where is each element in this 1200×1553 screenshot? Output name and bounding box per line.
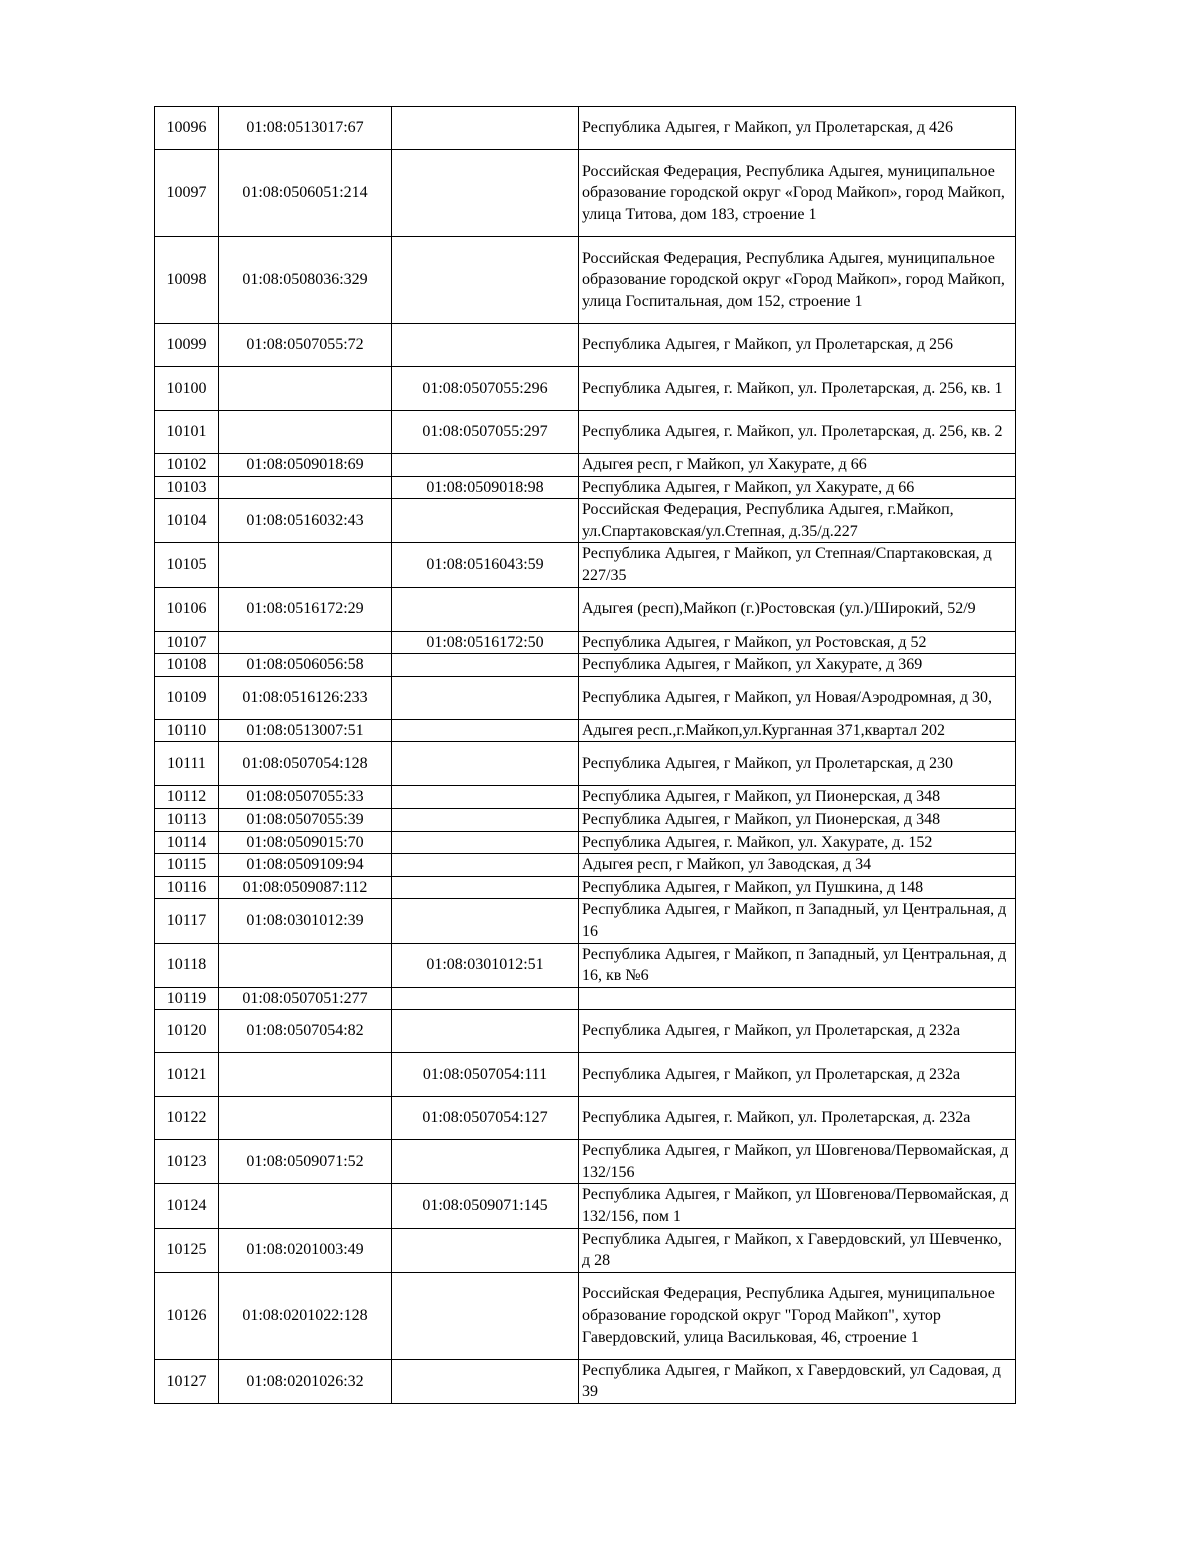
building-cadastral-number-cell: 01:08:0516043:59 (392, 543, 579, 587)
building-cadastral-number-cell (392, 587, 579, 631)
land-cadastral-number-cell (219, 367, 392, 411)
land-cadastral-number-cell: 01:08:0506051:214 (219, 150, 392, 237)
land-cadastral-number-cell (219, 1097, 392, 1140)
address-cell: Республика Адыгея, г Майкоп, ул Пушкина, д 148 (579, 876, 1016, 899)
land-cadastral-number-cell (219, 631, 392, 654)
table-row (155, 854, 1016, 877)
address-cell: Республика Адыгея, г Майкоп, п Западный, ул Центральная, д 16, кв №6 (579, 943, 1016, 987)
building-cadastral-number-cell (392, 107, 579, 150)
row-number-cell: 10122 (155, 1097, 219, 1140)
address-cell: Адыгея респ.,г.Майкоп,ул.Курганная 371,квартал 202 (579, 719, 1016, 742)
row-number-cell: 10108 (155, 654, 219, 677)
row-number-cell: 10124 (155, 1184, 219, 1228)
land-cadastral-number-cell: 01:08:0507055:39 (219, 808, 392, 831)
row-number-cell: 10109 (155, 676, 219, 719)
building-cadastral-number-cell (392, 899, 579, 943)
table-row (155, 1010, 1016, 1053)
address-cell: Российская Федерация, Республика Адыгея, муниципальное образование городской округ «Город Майкоп», город Майкоп, улица Титова, дом 183, строение 1 (579, 150, 1016, 237)
row-number-cell: 10126 (155, 1272, 219, 1359)
building-cadastral-number-cell (392, 1359, 579, 1403)
address-cell: Республика Адыгея, г. Майкоп, ул. Пролетарская, д. 256, кв. 2 (579, 411, 1016, 454)
table-row (155, 499, 1016, 543)
address-cell: Республика Адыгея, г Майкоп, ул Новая/Аэродромная, д 30, (579, 676, 1016, 719)
land-cadastral-number-cell: 01:08:0513017:67 (219, 107, 392, 150)
address-cell: Республика Адыгея, г Майкоп, ул Пионерская, д 348 (579, 808, 1016, 831)
land-cadastral-number-cell: 01:08:0509087:112 (219, 876, 392, 899)
row-number-cell: 10102 (155, 454, 219, 477)
address-cell: Республика Адыгея, г Майкоп, ул Пионерская, д 348 (579, 786, 1016, 809)
address-cell: Адыгея (респ),Майкоп (г.)Ростовская (ул.)/Широкий, 52/9 (579, 587, 1016, 631)
row-number-cell: 10112 (155, 786, 219, 809)
row-number-cell: 10111 (155, 742, 219, 786)
building-cadastral-number-cell: 01:08:0509071:145 (392, 1184, 579, 1228)
land-cadastral-number-cell: 01:08:0507055:72 (219, 324, 392, 367)
building-cadastral-number-cell (392, 454, 579, 477)
row-number-cell: 10104 (155, 499, 219, 543)
building-cadastral-number-cell: 01:08:0509018:98 (392, 476, 579, 499)
table-row (155, 786, 1016, 809)
row-number-cell: 10127 (155, 1359, 219, 1403)
address-cell: Республика Адыгея, г Майкоп, ул Пролетарская, д 232а (579, 1010, 1016, 1053)
row-number-cell: 10099 (155, 324, 219, 367)
land-cadastral-number-cell: 01:08:0509109:94 (219, 854, 392, 877)
land-cadastral-number-cell (219, 476, 392, 499)
address-cell: Российская Федерация, Республика Адыгея, г.Майкоп, ул.Спартаковская/ул.Степная, д.35/д.227 (579, 499, 1016, 543)
building-cadastral-number-cell: 01:08:0507054:127 (392, 1097, 579, 1140)
table-row (155, 943, 1016, 987)
property-registry-table (154, 106, 1016, 1404)
building-cadastral-number-cell (392, 987, 579, 1010)
land-cadastral-number-cell: 01:08:0201003:49 (219, 1228, 392, 1272)
table-row (155, 1053, 1016, 1097)
address-cell: Республика Адыгея, г. Майкоп, ул. Пролетарская, д. 232а (579, 1097, 1016, 1140)
building-cadastral-number-cell: 01:08:0507055:296 (392, 367, 579, 411)
land-cadastral-number-cell: 01:08:0201026:32 (219, 1359, 392, 1403)
row-number-cell: 10113 (155, 808, 219, 831)
table-row (155, 742, 1016, 786)
table-row (155, 454, 1016, 477)
land-cadastral-number-cell: 01:08:0516172:29 (219, 587, 392, 631)
table-row (155, 1228, 1016, 1272)
address-cell: Республика Адыгея, г Майкоп, ул Хакурате, д 369 (579, 654, 1016, 677)
address-cell: Республика Адыгея, г Майкоп, ул Шовгенова/Первомайская, д 132/156, пом 1 (579, 1184, 1016, 1228)
table-row (155, 676, 1016, 719)
land-cadastral-number-cell: 01:08:0507054:82 (219, 1010, 392, 1053)
land-cadastral-number-cell: 01:08:0509015:70 (219, 831, 392, 854)
row-number-cell: 10123 (155, 1140, 219, 1184)
table-row (155, 631, 1016, 654)
building-cadastral-number-cell (392, 831, 579, 854)
address-cell: Российская Федерация, Республика Адыгея, муниципальное образование городской округ "Город Майкоп", хутор Гавердовский, улица Васильковая, 46, строение 1 (579, 1272, 1016, 1359)
row-number-cell: 10125 (155, 1228, 219, 1272)
table-row (155, 1184, 1016, 1228)
address-cell: Российская Федерация, Республика Адыгея, муниципальное образование городской округ «Город Майкоп», город Майкоп, улица Госпитальная, дом 152, строение 1 (579, 237, 1016, 324)
row-number-cell: 10121 (155, 1053, 219, 1097)
address-cell: Адыгея респ, г Майкоп, ул Хакурате, д 66 (579, 454, 1016, 477)
address-cell: Республика Адыгея, г Майкоп, ул Степная/Спартаковская, д 227/35 (579, 543, 1016, 587)
land-cadastral-number-cell: 01:08:0516032:43 (219, 499, 392, 543)
land-cadastral-number-cell (219, 411, 392, 454)
land-cadastral-number-cell: 01:08:0506056:58 (219, 654, 392, 677)
row-number-cell: 10114 (155, 831, 219, 854)
table-row (155, 831, 1016, 854)
building-cadastral-number-cell (392, 876, 579, 899)
address-cell: Республика Адыгея, г Майкоп, ул Пролетарская, д 230 (579, 742, 1016, 786)
row-number-cell: 10110 (155, 719, 219, 742)
building-cadastral-number-cell: 01:08:0516172:50 (392, 631, 579, 654)
table-row (155, 476, 1016, 499)
table-row (155, 411, 1016, 454)
land-cadastral-number-cell (219, 543, 392, 587)
row-number-cell: 10096 (155, 107, 219, 150)
building-cadastral-number-cell (392, 1010, 579, 1053)
table-row (155, 107, 1016, 150)
row-number-cell: 10101 (155, 411, 219, 454)
table-row (155, 1359, 1016, 1403)
land-cadastral-number-cell: 01:08:0516126:233 (219, 676, 392, 719)
building-cadastral-number-cell (392, 654, 579, 677)
table-row (155, 543, 1016, 587)
land-cadastral-number-cell: 01:08:0201022:128 (219, 1272, 392, 1359)
address-cell: Адыгея респ, г Майкоп, ул Заводская, д 34 (579, 854, 1016, 877)
land-cadastral-number-cell: 01:08:0301012:39 (219, 899, 392, 943)
building-cadastral-number-cell: 01:08:0507055:297 (392, 411, 579, 454)
table-row (155, 150, 1016, 237)
address-cell (579, 987, 1016, 1010)
address-cell: Республика Адыгея, г Майкоп, п Западный, ул Центральная, д 16 (579, 899, 1016, 943)
row-number-cell: 10115 (155, 854, 219, 877)
building-cadastral-number-cell: 01:08:0507054:111 (392, 1053, 579, 1097)
building-cadastral-number-cell (392, 150, 579, 237)
table-row (155, 876, 1016, 899)
row-number-cell: 10119 (155, 987, 219, 1010)
address-cell: Республика Адыгея, г Майкоп, ул Ростовская, д 52 (579, 631, 1016, 654)
table-row (155, 1140, 1016, 1184)
building-cadastral-number-cell (392, 499, 579, 543)
land-cadastral-number-cell: 01:08:0507055:33 (219, 786, 392, 809)
land-cadastral-number-cell: 01:08:0507054:128 (219, 742, 392, 786)
address-cell: Республика Адыгея, г Майкоп, ул Пролетарская, д 426 (579, 107, 1016, 150)
row-number-cell: 10105 (155, 543, 219, 587)
land-cadastral-number-cell (219, 1053, 392, 1097)
address-cell: Республика Адыгея, г. Майкоп, ул. Хакурате, д. 152 (579, 831, 1016, 854)
row-number-cell: 10106 (155, 587, 219, 631)
table-row (155, 237, 1016, 324)
building-cadastral-number-cell: 01:08:0301012:51 (392, 943, 579, 987)
building-cadastral-number-cell (392, 324, 579, 367)
table-row (155, 899, 1016, 943)
building-cadastral-number-cell (392, 808, 579, 831)
row-number-cell: 10098 (155, 237, 219, 324)
address-cell: Республика Адыгея, г Майкоп, х Гавердовский, ул Шевченко, д 28 (579, 1228, 1016, 1272)
table-row (155, 987, 1016, 1010)
land-cadastral-number-cell: 01:08:0513007:51 (219, 719, 392, 742)
building-cadastral-number-cell (392, 742, 579, 786)
row-number-cell: 10120 (155, 1010, 219, 1053)
table-row (155, 719, 1016, 742)
land-cadastral-number-cell (219, 1184, 392, 1228)
row-number-cell: 10117 (155, 899, 219, 943)
table-row (155, 587, 1016, 631)
building-cadastral-number-cell (392, 237, 579, 324)
land-cadastral-number-cell: 01:08:0508036:329 (219, 237, 392, 324)
building-cadastral-number-cell (392, 719, 579, 742)
address-cell: Республика Адыгея, г Майкоп, ул Шовгенова/Первомайская, д 132/156 (579, 1140, 1016, 1184)
land-cadastral-number-cell (219, 943, 392, 987)
table-row (155, 1097, 1016, 1140)
building-cadastral-number-cell (392, 786, 579, 809)
row-number-cell: 10107 (155, 631, 219, 654)
building-cadastral-number-cell (392, 854, 579, 877)
row-number-cell: 10116 (155, 876, 219, 899)
address-cell: Республика Адыгея, г Майкоп, ул Хакурате, д 66 (579, 476, 1016, 499)
address-cell: Республика Адыгея, г. Майкоп, ул. Пролетарская, д. 256, кв. 1 (579, 367, 1016, 411)
building-cadastral-number-cell (392, 676, 579, 719)
address-cell: Республика Адыгея, г Майкоп, х Гавердовский, ул Садовая, д 39 (579, 1359, 1016, 1403)
table-row (155, 1272, 1016, 1359)
registry-table-body (155, 107, 1016, 1404)
table-row (155, 808, 1016, 831)
building-cadastral-number-cell (392, 1228, 579, 1272)
land-cadastral-number-cell: 01:08:0509018:69 (219, 454, 392, 477)
address-cell: Республика Адыгея, г Майкоп, ул Пролетарская, д 232а (579, 1053, 1016, 1097)
row-number-cell: 10100 (155, 367, 219, 411)
table-row (155, 654, 1016, 677)
row-number-cell: 10103 (155, 476, 219, 499)
table-row (155, 324, 1016, 367)
row-number-cell: 10097 (155, 150, 219, 237)
land-cadastral-number-cell: 01:08:0509071:52 (219, 1140, 392, 1184)
row-number-cell: 10118 (155, 943, 219, 987)
table-row (155, 367, 1016, 411)
land-cadastral-number-cell: 01:08:0507051:277 (219, 987, 392, 1010)
address-cell: Республика Адыгея, г Майкоп, ул Пролетарская, д 256 (579, 324, 1016, 367)
building-cadastral-number-cell (392, 1140, 579, 1184)
building-cadastral-number-cell (392, 1272, 579, 1359)
